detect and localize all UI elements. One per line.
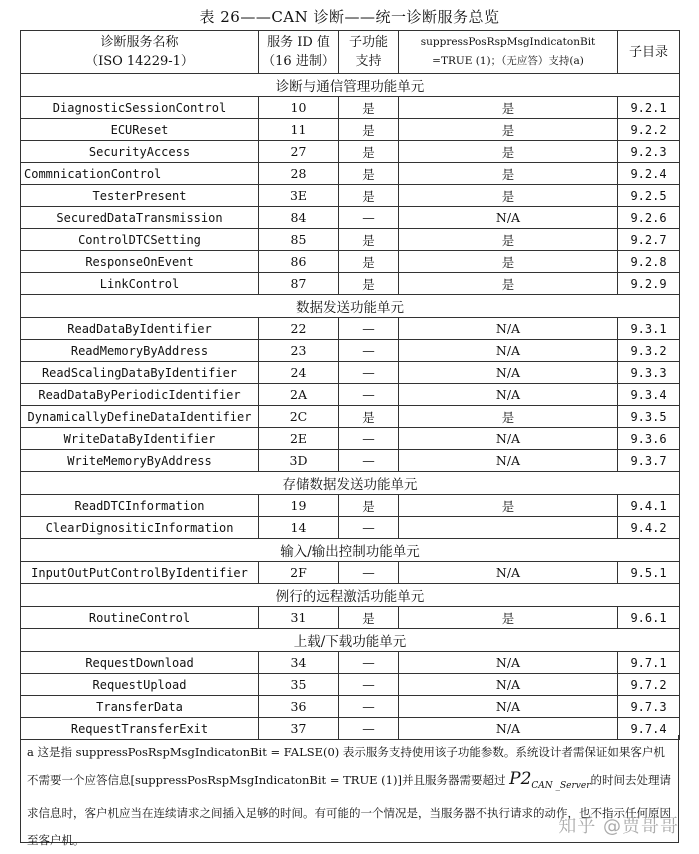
service-name-cell: ResponseOnEvent (21, 251, 259, 273)
service-name-cell: ControlDTCSetting (21, 229, 259, 251)
header-row (21, 31, 680, 74)
service-id-cell: 2C (259, 406, 339, 428)
suppress-bit-cell: N/A (399, 696, 618, 718)
suppress-bit-cell: N/A (399, 428, 618, 450)
section-title: 上载/下载功能单元 (21, 629, 680, 652)
service-id-cell: 86 (259, 251, 339, 273)
service-name-cell: RequestTransferExit (21, 718, 259, 740)
subfunction-cell: — (339, 318, 399, 340)
table-row (21, 607, 680, 629)
subfunction-cell: — (339, 718, 399, 740)
section-title: 输入/输出控制功能单元 (21, 539, 680, 562)
service-id-cell: 37 (259, 718, 339, 740)
service-id-cell: 19 (259, 495, 339, 517)
subdirectory-cell: 9.3.7 (618, 450, 680, 472)
table-row (21, 696, 680, 718)
service-id-cell: 14 (259, 517, 339, 539)
service-id-cell: 34 (259, 652, 339, 674)
subdirectory-cell: 9.3.4 (618, 384, 680, 406)
suppress-bit-cell: 是 (399, 141, 618, 163)
service-id-cell: 2E (259, 428, 339, 450)
service-id-cell: 36 (259, 696, 339, 718)
service-id-cell: 22 (259, 318, 339, 340)
service-name-cell: RoutineControl (21, 607, 259, 629)
service-id-cell: 23 (259, 340, 339, 362)
service-name-cell: ReadScalingDataByIdentifier (21, 362, 259, 384)
section-header-row (21, 539, 680, 562)
watermark: 知乎 @贾哥哥 (558, 816, 679, 837)
subfunction-cell: 是 (339, 251, 399, 273)
subdirectory-cell: 9.4.2 (618, 517, 680, 539)
service-name-cell: InputOutPutControlByIdentifier (21, 562, 259, 584)
table-row (21, 517, 680, 539)
section-header-row (21, 472, 680, 495)
table-row (21, 450, 680, 472)
subdirectory-cell: 9.3.1 (618, 318, 680, 340)
suppress-bit-cell: N/A (399, 652, 618, 674)
table-row (21, 119, 680, 141)
suppress-bit-cell: 是 (399, 251, 618, 273)
subfunction-cell: — (339, 384, 399, 406)
subdirectory-cell: 9.2.3 (618, 141, 680, 163)
service-id-cell: 31 (259, 607, 339, 629)
subdirectory-cell: 9.2.4 (618, 163, 680, 185)
suppress-bit-cell: 是 (399, 229, 618, 251)
service-name-cell: ReadDataByPeriodicIdentifier (21, 384, 259, 406)
table-row (21, 163, 680, 185)
subfunction-cell: — (339, 652, 399, 674)
table-row (21, 495, 680, 517)
suppress-bit-cell: N/A (399, 318, 618, 340)
subfunction-cell: 是 (339, 273, 399, 295)
service-id-cell: 3D (259, 450, 339, 472)
section-title: 存储数据发送功能单元 (21, 472, 680, 495)
subdirectory-cell: 9.4.1 (618, 495, 680, 517)
service-id-cell: 2F (259, 562, 339, 584)
service-id-cell: 87 (259, 273, 339, 295)
table-row (21, 340, 680, 362)
suppress-bit-cell (399, 517, 618, 539)
table-row (21, 652, 680, 674)
subfunction-cell: — (339, 340, 399, 362)
subfunction-cell: 是 (339, 607, 399, 629)
service-name-cell: WriteDataByIdentifier (21, 428, 259, 450)
service-id-cell: 2A (259, 384, 339, 406)
subdirectory-cell: 9.2.1 (618, 97, 680, 119)
service-id-cell: 84 (259, 207, 339, 229)
suppress-bit-cell: 是 (399, 495, 618, 517)
section-title: 诊断与通信管理功能单元 (21, 74, 680, 97)
service-name-cell: RequestDownload (21, 652, 259, 674)
service-name-cell: ReadMemoryByAddress (21, 340, 259, 362)
subdirectory-cell: 9.3.2 (618, 340, 680, 362)
suppress-bit-cell: N/A (399, 362, 618, 384)
subdirectory-cell: 9.7.4 (618, 718, 680, 740)
service-name-cell: ECUReset (21, 119, 259, 141)
suppress-bit-cell: 是 (399, 273, 618, 295)
table-row (21, 251, 680, 273)
service-name-cell: ReadDTCInformation (21, 495, 259, 517)
subfunction-cell: — (339, 207, 399, 229)
service-name-cell: RequestUpload (21, 674, 259, 696)
section-header-row (21, 629, 680, 652)
subdirectory-cell: 9.2.7 (618, 229, 680, 251)
subfunction-cell: — (339, 674, 399, 696)
table-row (21, 428, 680, 450)
service-name-cell: LinkControl (21, 273, 259, 295)
subfunction-cell: — (339, 450, 399, 472)
service-id-cell: 11 (259, 119, 339, 141)
subfunction-cell: 是 (339, 97, 399, 119)
subfunction-cell: 是 (339, 185, 399, 207)
subfunction-cell: — (339, 362, 399, 384)
subfunction-cell: — (339, 562, 399, 584)
service-name-cell: ReadDataByIdentifier (21, 318, 259, 340)
section-header-row (21, 295, 680, 318)
subdirectory-cell: 9.2.6 (618, 207, 680, 229)
service-name-cell: TesterPresent (21, 185, 259, 207)
service-name-cell: ClearDignositicInformation (21, 517, 259, 539)
suppress-bit-cell: N/A (399, 562, 618, 584)
table-row (21, 185, 680, 207)
table-row (21, 562, 680, 584)
suppress-bit-cell: 是 (399, 185, 618, 207)
subdirectory-cell: 9.7.1 (618, 652, 680, 674)
subdirectory-cell: 9.3.5 (618, 406, 680, 428)
table-row (21, 229, 680, 251)
header-suppress-bit: suppressPosRspMsgIndicatonBit =TRUE (1)；（无应答）支持(a) (399, 31, 618, 74)
suppress-bit-cell: N/A (399, 450, 618, 472)
table-row (21, 273, 680, 295)
subdirectory-cell: 9.2.5 (618, 185, 680, 207)
service-id-cell: 24 (259, 362, 339, 384)
subdirectory-cell: 9.2.9 (618, 273, 680, 295)
table-title: 表 26——CAN 诊断——统一诊断服务总览 (199, 8, 500, 26)
header-service-id: 服务 ID 值 （16 进制） (259, 31, 339, 74)
suppress-bit-cell: N/A (399, 674, 618, 696)
table-row (21, 318, 680, 340)
table-row (21, 362, 680, 384)
service-name-cell: WriteMemoryByAddress (21, 450, 259, 472)
suppress-bit-cell: 是 (399, 119, 618, 141)
section-title: 例行的远程激活功能单元 (21, 584, 680, 607)
service-id-cell: 10 (259, 97, 339, 119)
service-name-cell: TransferData (21, 696, 259, 718)
subfunction-cell: — (339, 428, 399, 450)
header-service-name: 诊断服务名称 （ISO 14229-1） (21, 31, 259, 74)
subdirectory-cell: 9.3.6 (618, 428, 680, 450)
suppress-bit-cell: N/A (399, 340, 618, 362)
subdirectory-cell: 9.3.3 (618, 362, 680, 384)
service-name-cell: SecuredDataTransmission (21, 207, 259, 229)
footnote: a 这是指 suppressPosRspMsgIndicatonBit = FALSE(0) 表示服务支持使用该子功能参数。系统设计者需保证如果客户机不需要一个应答信息[suppressPosRspMsgIndicatonBit = TRUE (1)]并且服务器需要超过 $P2_{CAN \_Server}$的时间去处理请求信息时，客户机应当在连续请求之间插入足够的时间。有可能的一个情况是，当服务器不执行请求的动作，也不指示任何原因至客户机。 (20, 735, 679, 843)
service-name-cell: CommnicationControl (21, 163, 259, 185)
suppress-bit-cell: 是 (399, 97, 618, 119)
subdirectory-cell: 9.7.3 (618, 696, 680, 718)
section-header-row (21, 74, 680, 97)
uds-service-table (20, 30, 680, 740)
header-subfunction: 子功能 支持 (339, 31, 399, 74)
table-row (21, 406, 680, 428)
subfunction-cell: 是 (339, 141, 399, 163)
subfunction-cell: 是 (339, 495, 399, 517)
service-id-cell: 85 (259, 229, 339, 251)
section-header-row (21, 584, 680, 607)
service-id-cell: 35 (259, 674, 339, 696)
subfunction-cell: 是 (339, 406, 399, 428)
subfunction-cell: 是 (339, 163, 399, 185)
suppress-bit-cell: 是 (399, 163, 618, 185)
suppress-bit-cell: 是 (399, 406, 618, 428)
subfunction-cell: 是 (339, 119, 399, 141)
table-row (21, 384, 680, 406)
subdirectory-cell: 9.5.1 (618, 562, 680, 584)
suppress-bit-cell: N/A (399, 207, 618, 229)
service-name-cell: SecurityAccess (21, 141, 259, 163)
service-id-cell: 27 (259, 141, 339, 163)
service-id-cell: 3E (259, 185, 339, 207)
service-name-cell: DynamicallyDefineDataIdentifier (21, 406, 259, 428)
subdirectory-cell: 9.6.1 (618, 607, 680, 629)
table-row (21, 141, 680, 163)
table-row (21, 674, 680, 696)
suppress-bit-cell: N/A (399, 718, 618, 740)
subdirectory-cell: 9.7.2 (618, 674, 680, 696)
section-title: 数据发送功能单元 (21, 295, 680, 318)
suppress-bit-cell: N/A (399, 384, 618, 406)
subfunction-cell: — (339, 517, 399, 539)
subfunction-cell: 是 (339, 229, 399, 251)
suppress-bit-cell: 是 (399, 607, 618, 629)
subdirectory-cell: 9.2.2 (618, 119, 680, 141)
subfunction-cell: — (339, 696, 399, 718)
header-subdirectory: 子目录 (618, 31, 680, 74)
subdirectory-cell: 9.2.8 (618, 251, 680, 273)
table-row (21, 207, 680, 229)
service-name-cell: DiagnosticSessionControl (21, 97, 259, 119)
table-row (21, 97, 680, 119)
service-id-cell: 28 (259, 163, 339, 185)
